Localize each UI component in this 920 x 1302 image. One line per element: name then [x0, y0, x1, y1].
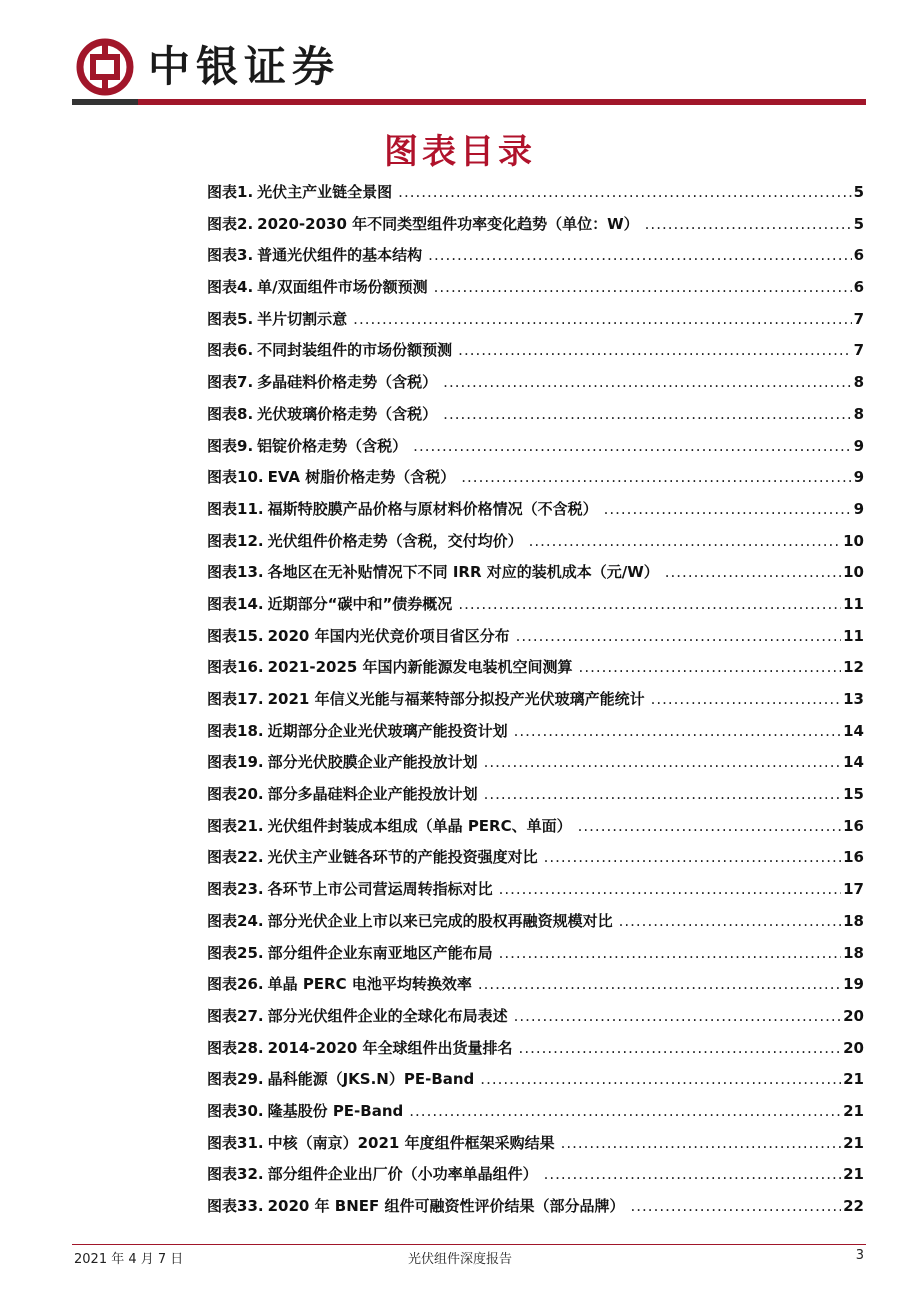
toc-entry-number: 14.: [237, 594, 264, 613]
toc-entry[interactable]: [207, 213, 864, 245]
toc-entry[interactable]: [207, 846, 864, 878]
toc-entry-prefix: 图表: [207, 594, 238, 613]
toc-entry-number: 32.: [237, 1165, 264, 1184]
toc-entry-prefix: 图表: [207, 816, 238, 835]
toc-entry-prefix: 图表: [207, 563, 238, 582]
toc-entry-title: 光伏主产业链全景图: [257, 183, 393, 201]
toc-entry-prefix: 图表: [207, 1165, 238, 1184]
toc-entry-page: 9: [853, 468, 864, 487]
toc-entry-leader: [514, 722, 842, 740]
toc-entry[interactable]: [207, 1068, 864, 1100]
toc-entry-page: 21: [843, 1133, 864, 1152]
toc-entry-leader: [398, 183, 851, 201]
toc-entry-page: 6: [853, 246, 864, 265]
toc-entry[interactable]: [207, 688, 864, 720]
toc-entry-leader: [544, 848, 842, 866]
toc-entry-number: 30.: [237, 1101, 264, 1120]
toc-entry-prefix: 图表: [207, 880, 238, 899]
toc-entry[interactable]: [207, 466, 864, 498]
toc-entry-page: 7: [853, 309, 864, 328]
toc-entry[interactable]: [207, 1100, 864, 1132]
toc-entry-number: 20.: [237, 785, 264, 804]
toc-entry-number: 9.: [237, 436, 254, 455]
toc-entry[interactable]: [207, 1132, 864, 1164]
toc-entry-leader: [499, 944, 842, 962]
toc-entry-number: 27.: [237, 1006, 264, 1025]
toc-entry[interactable]: [207, 656, 864, 688]
toc-entry-title: 部分组件企业东南亚地区产能布局: [267, 943, 493, 962]
toc-entry[interactable]: [207, 942, 864, 974]
toc-entry[interactable]: [207, 403, 864, 435]
toc-entry[interactable]: [207, 751, 864, 783]
toc-entry-prefix: 图表: [207, 404, 238, 423]
toc-entry-leader: [428, 246, 851, 264]
toc-entry-title: 部分组件企业出厂价（小功率单晶组件）: [267, 1165, 538, 1184]
toc-entry-prefix: 图表: [207, 468, 238, 487]
toc-entry[interactable]: [207, 1195, 864, 1227]
toc-entry-title: 部分光伏组件企业的全球化布局表述: [267, 1006, 508, 1025]
toc-entry[interactable]: [207, 435, 864, 467]
toc-entry-page: 7: [853, 341, 864, 360]
toc-entry-prefix: 图表: [207, 690, 238, 708]
toc-entry-title: 2021 年信义光能与福莱特部分拟投产光伏玻璃产能统计: [267, 690, 645, 708]
toc-title: 图表目录: [384, 132, 536, 172]
toc-entry-leader: [578, 817, 842, 835]
toc-entry-page: 21: [843, 1101, 864, 1120]
toc-entry-title: 晶科能源（JKS.N）PE-Band: [267, 1070, 475, 1089]
toc-entry-page: 8: [853, 404, 864, 423]
toc-entry-prefix: 图表: [207, 531, 238, 550]
figure-toc-list: [207, 181, 864, 1227]
toc-entry-page: 6: [853, 278, 864, 297]
toc-entry[interactable]: [207, 593, 864, 625]
toc-entry-leader: [544, 1165, 842, 1183]
toc-entry-page: 16: [843, 816, 864, 835]
toc-entry[interactable]: [207, 910, 864, 942]
toc-entry-page: 12: [843, 658, 864, 677]
toc-entry[interactable]: [207, 181, 864, 213]
toc-entry-leader: [561, 1134, 842, 1152]
toc-entry-page: 10: [843, 531, 864, 550]
toc-entry[interactable]: [207, 1037, 864, 1069]
toc-entry-prefix: 图表: [207, 1038, 238, 1057]
toc-entry-leader: [519, 1039, 842, 1057]
toc-entry[interactable]: [207, 530, 864, 562]
toc-entry-prefix: 图表: [207, 436, 238, 455]
toc-entry-leader: [458, 341, 851, 359]
toc-entry-leader: [443, 373, 851, 391]
toc-entry-number: 12.: [237, 531, 264, 550]
toc-entry-number: 26.: [237, 975, 264, 994]
toc-entry-page: 15: [843, 785, 864, 804]
toc-entry-prefix: 图表: [207, 785, 238, 804]
toc-entry-title: 部分光伏企业上市以来已完成的股权再融资规模对比: [267, 911, 613, 930]
toc-entry-title: 铝锭价格走势（含税）: [257, 436, 408, 455]
toc-entry-prefix: 图表: [207, 373, 238, 392]
toc-entry-leader: [651, 690, 842, 708]
toc-entry-leader: [631, 1197, 842, 1215]
toc-entry-page: 14: [843, 753, 864, 772]
toc-entry[interactable]: [207, 625, 864, 657]
toc-entry-title: 不同封装组件的市场份额预测: [257, 341, 453, 360]
toc-entry-leader: [619, 912, 842, 930]
toc-entry-title: EVA 树脂价格走势（含税）: [267, 468, 456, 487]
toc-entry[interactable]: [207, 308, 864, 340]
toc-entry-page: 8: [853, 373, 864, 392]
toc-entry-number: 22.: [237, 848, 264, 867]
toc-entry-title: 部分光伏胶膜企业产能投放计划: [267, 753, 478, 772]
toc-entry-number: 8.: [237, 404, 254, 423]
toc-entry-prefix: 图表: [207, 1070, 238, 1089]
toc-entry-prefix: 图表: [207, 1197, 238, 1215]
toc-entry-number: 1.: [237, 183, 254, 201]
header-rule-dark: [72, 99, 138, 105]
toc-entry-number: 25.: [237, 943, 264, 962]
toc-entry-number: 15.: [237, 626, 264, 645]
toc-entry-title: 2020 年国内光伏竞价项目省区分布: [267, 626, 510, 645]
toc-entry-number: 5.: [237, 309, 254, 328]
toc-entry-page: 11: [843, 594, 864, 613]
toc-entry-title: 近期部分“碳中和”债券概况: [267, 594, 453, 613]
toc-entry-prefix: 图表: [207, 658, 238, 677]
toc-entry-prefix: 图表: [207, 341, 238, 360]
toc-entry-page: 9: [853, 499, 864, 518]
toc-entry[interactable]: [207, 371, 864, 403]
toc-entry-leader: [516, 627, 842, 645]
toc-entry-title: 半片切割示意: [257, 309, 348, 328]
toc-entry-page: 20: [843, 1006, 864, 1025]
toc-entry-leader: [353, 310, 851, 328]
toc-entry-page: 5: [853, 214, 864, 233]
toc-entry[interactable]: [207, 244, 864, 276]
toc-entry-page: 16: [843, 848, 864, 867]
toc-entry-page: 21: [843, 1165, 864, 1184]
footer-rule: [72, 1244, 866, 1245]
toc-entry-leader: [529, 532, 842, 550]
toc-entry-title: 光伏主产业链各环节的产能投资强度对比: [267, 848, 538, 867]
toc-entry-title: 各地区在无补贴情况下不同 IRR 对应的装机成本（元/W）: [267, 563, 659, 582]
toc-entry-number: 3.: [237, 246, 254, 265]
toc-entry-page: 19: [843, 975, 864, 994]
toc-entry-page: 18: [843, 943, 864, 962]
toc-entry[interactable]: [207, 1163, 864, 1195]
toc-entry-prefix: 图表: [207, 246, 238, 265]
toc-entry-page: 17: [843, 880, 864, 899]
toc-entry-leader: [480, 1070, 841, 1088]
brand-name: 中银证券: [148, 42, 341, 91]
toc-entry[interactable]: [207, 973, 864, 1005]
toc-entry-number: 29.: [237, 1070, 264, 1089]
toc-entry-title: 光伏玻璃价格走势（含税）: [257, 404, 438, 423]
toc-entry-leader: [458, 595, 841, 613]
footer-report-name: 光伏组件深度报告: [407, 1252, 512, 1267]
toc-entry-title: 2020-2030 年不同类型组件功率变化趋势（单位：W）: [257, 214, 639, 233]
toc-entry-page: 22: [843, 1197, 864, 1215]
footer-page-number: 3: [855, 1248, 864, 1263]
toc-entry-title: 单/双面组件市场份额预测: [257, 278, 428, 297]
toc-entry-prefix: 图表: [207, 975, 238, 994]
toc-entry-prefix: 图表: [207, 214, 238, 233]
toc-entry-number: 4.: [237, 278, 254, 297]
toc-entry-number: 21.: [237, 816, 264, 835]
toc-entry-prefix: 图表: [207, 1133, 238, 1152]
toc-entry-leader: [604, 500, 852, 518]
toc-entry-prefix: 图表: [207, 943, 238, 962]
toc-entry[interactable]: [207, 878, 864, 910]
toc-entry-leader: [665, 563, 841, 581]
toc-entry-number: 16.: [237, 658, 264, 677]
header-rule-red: [138, 99, 866, 105]
toc-entry-leader: [499, 880, 842, 898]
toc-entry-title: 中核（南京）2021 年度组件框架采购结果: [267, 1133, 555, 1152]
toc-entry-title: 多晶硅料价格走势（含税）: [257, 373, 438, 392]
toc-entry-leader: [484, 753, 842, 771]
toc-entry-number: 13.: [237, 563, 264, 582]
toc-entry-prefix: 图表: [207, 499, 238, 518]
toc-entry-prefix: 图表: [207, 911, 238, 930]
toc-entry-title: 单晶 PERC 电池平均转换效率: [267, 975, 472, 994]
toc-entry-number: 7.: [237, 373, 254, 392]
toc-entry-title: 2014-2020 年全球组件出货量排名: [267, 1038, 513, 1057]
toc-entry-title: 普通光伏组件的基本结构: [257, 246, 423, 265]
footer-date: 2021 年 4 月 7 日: [74, 1252, 184, 1267]
toc-entry-leader: [461, 468, 851, 486]
toc-entry-prefix: 图表: [207, 721, 238, 740]
toc-entry-number: 28.: [237, 1038, 264, 1057]
toc-entry-leader: [579, 658, 842, 676]
toc-entry-page: 21: [843, 1070, 864, 1089]
toc-entry[interactable]: [207, 276, 864, 308]
toc-entry-number: 23.: [237, 880, 264, 899]
toc-entry-number: 17.: [237, 690, 264, 708]
toc-entry-leader: [478, 975, 841, 993]
toc-entry-page: 13: [843, 690, 864, 708]
toc-entry-title: 光伏组件价格走势（含税，交付均价）: [267, 531, 523, 550]
toc-entry-page: 20: [843, 1038, 864, 1057]
header: [72, 34, 872, 100]
toc-entry-title: 2020 年 BNEF 组件可融资性评价结果（部分品牌）: [267, 1197, 625, 1215]
toc-entry-page: 18: [843, 911, 864, 930]
toc-entry-page: 9: [853, 436, 864, 455]
toc-entry[interactable]: [207, 815, 864, 847]
toc-entry[interactable]: [207, 1005, 864, 1037]
toc-entry-page: 10: [843, 563, 864, 582]
toc-entry-prefix: 图表: [207, 848, 238, 867]
toc-entry[interactable]: [207, 498, 864, 530]
toc-entry-prefix: 图表: [207, 183, 238, 201]
toc-entry-prefix: 图表: [207, 1006, 238, 1025]
toc-entry-title: 2021-2025 年国内新能源发电装机空间测算: [267, 658, 573, 677]
toc-entry-title: 近期部分企业光伏玻璃产能投资计划: [267, 721, 508, 740]
toc-entry-prefix: 图表: [207, 1101, 238, 1120]
toc-entry-prefix: 图表: [207, 309, 238, 328]
toc-entry-page: 14: [843, 721, 864, 740]
toc-entry-leader: [434, 278, 852, 296]
toc-entry-number: 24.: [237, 911, 264, 930]
toc-entry-leader: [413, 437, 851, 455]
toc-entry-number: 18.: [237, 721, 264, 740]
toc-entry-number: 10.: [237, 468, 264, 487]
toc-entry-title: 隆基股份 PE-Band: [267, 1101, 404, 1120]
toc-entry-prefix: 图表: [207, 626, 238, 645]
toc-entry-leader: [409, 1102, 841, 1120]
toc-entry-title: 部分多晶硅料企业产能投放计划: [267, 785, 478, 804]
toc-entry[interactable]: [207, 561, 864, 593]
toc-entry-leader: [443, 405, 851, 423]
toc-entry-leader: [514, 1007, 842, 1025]
bank-of-china-logo-icon: [76, 38, 134, 96]
toc-entry-page: 11: [843, 626, 864, 645]
toc-entry[interactable]: [207, 783, 864, 815]
toc-entry-title: 各环节上市公司营运周转指标对比: [267, 880, 493, 899]
toc-entry[interactable]: [207, 339, 864, 371]
toc-entry[interactable]: [207, 720, 864, 752]
toc-entry-number: 2.: [237, 214, 254, 233]
toc-entry-number: 6.: [237, 341, 254, 360]
toc-entry-number: 31.: [237, 1133, 264, 1152]
toc-entry-prefix: 图表: [207, 278, 238, 297]
toc-entry-number: 19.: [237, 753, 264, 772]
toc-entry-number: 11.: [237, 499, 264, 518]
toc-entry-prefix: 图表: [207, 753, 238, 772]
toc-entry-page: 5: [853, 183, 864, 201]
toc-entry-leader: [645, 215, 852, 233]
toc-entry-number: 33.: [237, 1197, 264, 1215]
toc-entry-leader: [484, 785, 842, 803]
toc-entry-title: 福斯特胶膜产品价格与原材料价格情况（不含税）: [267, 499, 598, 518]
toc-entry-title: 光伏组件封装成本组成（单晶 PERC、单面）: [267, 816, 572, 835]
